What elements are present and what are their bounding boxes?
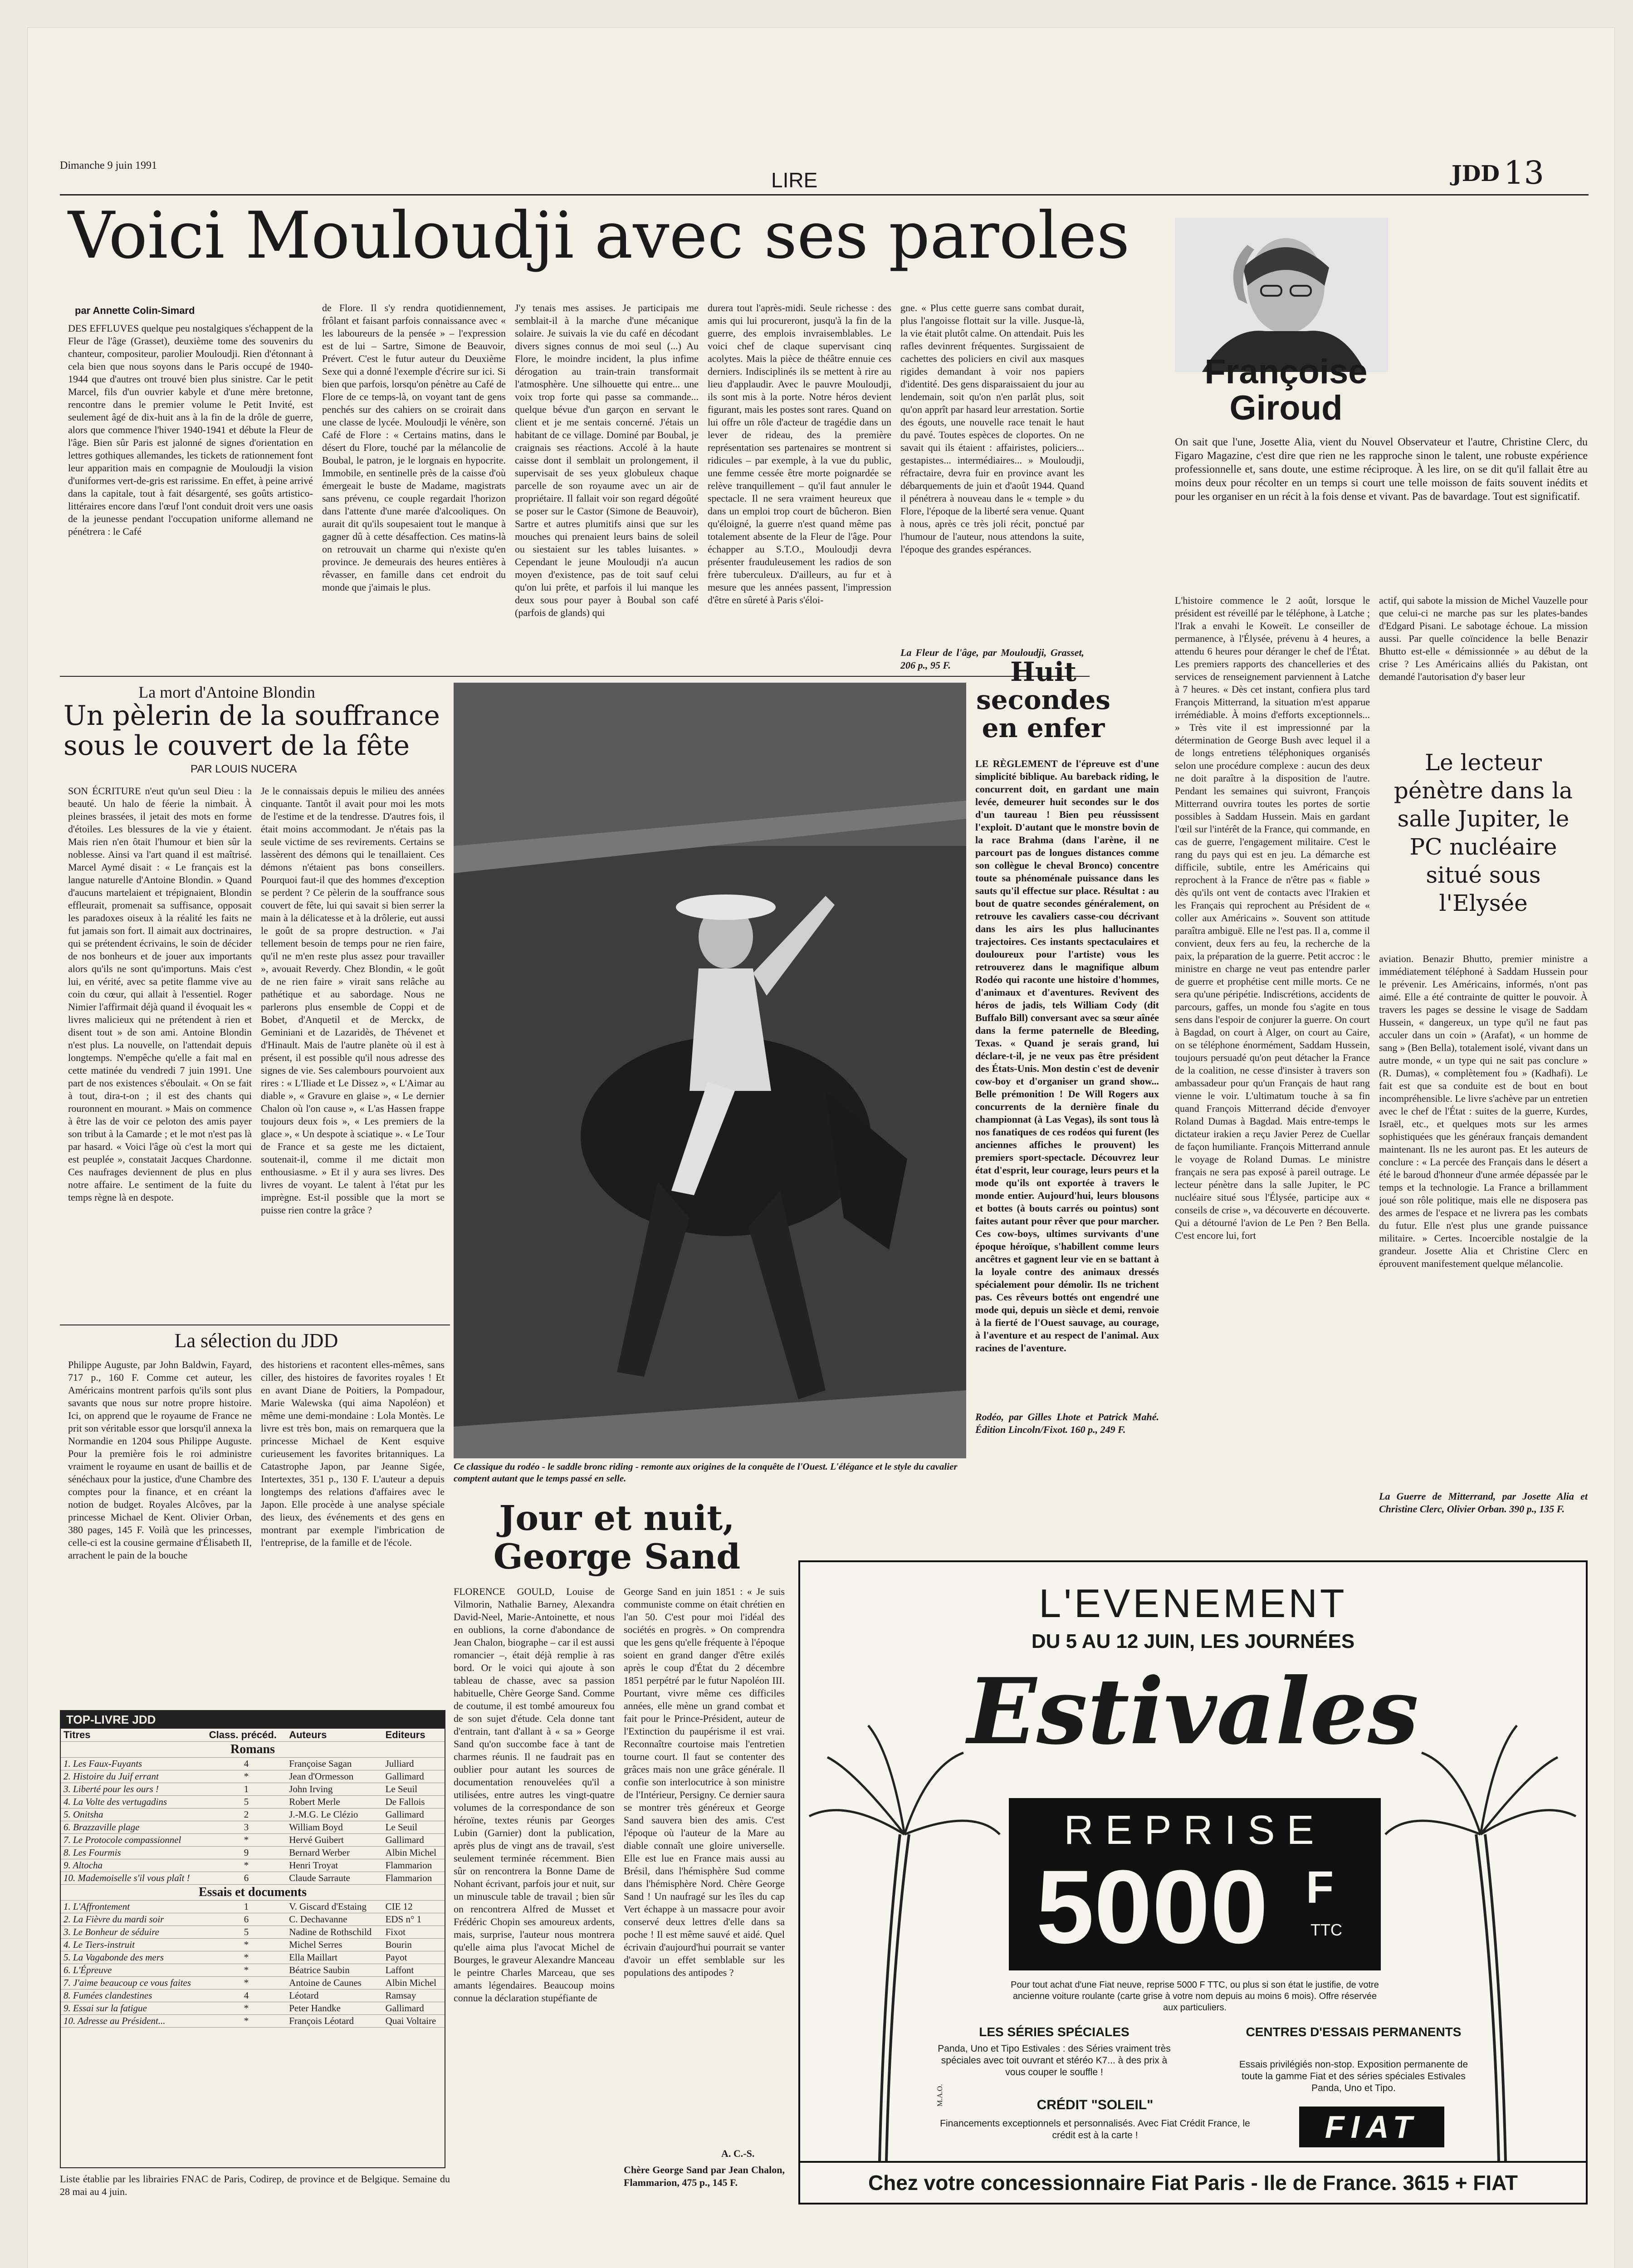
huit-headline-1: Huit bbox=[1010, 656, 1076, 687]
lead-column-2: de Flore. Il s'y rendra quotidiennement, frôlant et faisant parfois connaissance avec « les laboureurs de la pensée » – l'expression est de lui – Sartre, Simone de Beauvoir, Prévert. C'est le futur auteur du Deuxième Sexe qui a donné l'exemple d'écrire sur ici. Si bien que parfois, lorsqu'on pénètre au Café de Flore de ce temps-là, on voyant tant de gens penchés sur des cahiers on se croirait dans une classe de lycée. Mouloudji le vénère, son Café de Flore : « Certains matins, dans le désert du Flore, touché par la mélancolie de Boubal, le patron, je le lorgnais en hypocrite. Immobile, en sentinelle près de la caisse d'où émergeait le buste de Madame, magistrats sans prévenu, ce couple regardait l'horizon dans l'attente d'une marée d'alcooliques. On aurait dit qu'ils soupesaient tout le manque à gagner dû à cette désaffection. Ces matins-là on retrouvait un charme qui n'existe qu'en province. Je demeurais des heures entières à rêvasser, en famille dans cet endroit du monde que j'aimais le plus. bbox=[322, 302, 506, 593]
table-cell: 8. Les Fourmis bbox=[61, 1847, 206, 1859]
table-cell: 6 bbox=[206, 1872, 286, 1885]
ad-credit-title: CRÉDIT "SOLEIL" bbox=[1037, 2097, 1154, 2112]
sand-headline-2: George Sand bbox=[493, 1536, 741, 1577]
table-cell: Ella Maillart bbox=[286, 1951, 382, 1964]
giroud-name-2: Giroud bbox=[1229, 389, 1343, 427]
table-cell: V. Giscard d'Estaing bbox=[286, 1901, 382, 1913]
selection-column-2: des historiens et racontent elles-mêmes, sans ciller, des histoires de favorites royales ! Et en avant Diane de Poitiers, la Pompadour, Marie Walewska (qui aima Napoléon) et même une demi-mondaine : Lola Montès. Le livre est très bon, mais on remarquera que la princesse Michael de Kent esquive curieusement les favorites britanniques. La Catastrophe Japon, par Jeanne Sigée, Intertextes, 351 p., 130 F. L'auteur a depuis longtemps des relations d'affaires avec le Japon. Elle procède à une analyse spéciale des lieux, des événements et des gens en montrant par exemple l'imbrication de l'entreprise, de la famille et de l'école. bbox=[261, 1359, 445, 1548]
selection-heading: La sélection du JDD bbox=[174, 1330, 338, 1352]
ad-centres-title: CENTRES D'ESSAIS PERMANENTS bbox=[1246, 2025, 1462, 2039]
table-cell: 5 bbox=[206, 1926, 286, 1939]
blondin-kicker: La mort d'Antoine Blondin bbox=[138, 683, 315, 701]
top-livre-section-label: Romans bbox=[61, 1742, 445, 1758]
giroud-column-2a: actif, qui sabote la mission de Michel Vauzelle pour que celui-ci ne marche pas sur les plates-bandes d'Edgard Pisani. Le sabotage échoue. La mission aussi. Par quelle coïncidence la belle Benazir Bhutto est-elle « démissionnée » au début de la crise ? Les Américains alliés du Pakistan, ont demandé l'autorisation d'y baser leur bbox=[1379, 595, 1588, 682]
table-cell: Gallimard bbox=[383, 2002, 445, 2015]
table-cell: Bourin bbox=[383, 1939, 445, 1951]
table-cell: Le Seuil bbox=[383, 1783, 445, 1796]
table-row bbox=[61, 1964, 445, 1977]
ad-offer: Pour tout achat d'une Fiat neuve, reprise 5000 F TTC, ou plus si son état le justifie, de votre ancienne voiture roulante (carte grise à votre nom depuis au moins 6 mois). Offre réservée aux particuliers. bbox=[1011, 1980, 1379, 2013]
table-cell: Flammarion bbox=[383, 1859, 445, 1872]
table-row bbox=[61, 1796, 445, 1809]
lead-bottom-rule bbox=[60, 676, 1090, 677]
table-cell: * bbox=[206, 2002, 286, 2015]
table-row bbox=[61, 1783, 445, 1796]
table-row bbox=[61, 1770, 445, 1783]
table-cell: 5. Onitsha bbox=[61, 1809, 206, 1821]
table-cell: 9. Altocha bbox=[61, 1859, 206, 1872]
giroud-book-credit: La Guerre de Mitterrand, par Josette Alia et Christine Clerc, Olivier Orban. 390 p., 135 F. bbox=[1379, 1491, 1588, 1515]
table-cell: Bernard Werber bbox=[286, 1847, 382, 1859]
top-livre-section-row bbox=[61, 1885, 445, 1901]
ad-currency: F bbox=[1306, 1862, 1334, 1913]
ad-series-title: LES SÉRIES SPÉCIALES bbox=[979, 2025, 1129, 2039]
top-livre-header-row bbox=[61, 1729, 445, 1742]
blondin-column-2: Je le connaissais depuis le milieu des années cinquante. Tantôt il avait pour moi les mots de l'estime et de la tendresse. D'autres fois, il était moins accommodant. Je n'étais pas la seule victime de ses revirements. Certains se lassèrent des démons qui le tenaillaient. Ces démons n'étaient pas bons conseillers. Pourquoi faut-il que des hommes d'exception se perdent ? Ce pèlerin de la souffrance sous couvert de fête, lui qui savait si bien serrer la main à la délicatesse et à la drôlerie, eut aussi le goût de sa propre destruction. « J'ai tellement besoin de temps pour ne rien faire, qu'il ne m'en reste plus assez pour travailler », avouait Reverdy. Chez Blondin, « le goût de ne rien faire » virait sans relâche au pathétique et au sabordage. Nous ne parlerons plus ensemble de Coppi et de Bobet, d'Anquetil et de Merckx, de Geminiani et de Lazaridès, de Thévenet et d'Hinault. Mais de l'autre planète où il est à présent, il est possible qu'il nous adresse des signes de vie. Ses calembours pourvoient aux rires : « L'Iliade et Le Dissez », « L'Aimar au diable », « Gravure en glaise », « Le dernier Chalon où l'on cause », « L'as Hassen frappe toujours deux fois », « Les premiers de la glace », « Un despote à sciatique ». « Le Tour de France et sa geste me les dictaient, soutenait-il, comme il me dictait mon enthousiasme. » Et il y aura ses livres. Des livres de voyant. Le talent à l'état pur les imprègne. Est-il possible que la mort se puisse rien contre la grâce ? bbox=[261, 785, 445, 1216]
selection-column-1: Philippe Auguste, par John Baldwin, Fayard, 717 p., 160 F. Comme cet auteur, les Américains montrent parfois qu'ils sont plus savants que nous sur notre propre histoire. Ici, on apprend que le royaume de France ne prit son véritable essor que lorsqu'il annexa la Normandie en 1204 sous Philippe Auguste. Pour la première fois le roi administre vraiment le royaume en usant de baillis et de sénéchaux pour la justice, d'une Chambre des comptes pour la finance, et en créant la notion de budget. Royales Alcôves, par la princesse Michael de Kent. Olivier Orban, 380 pages, 145 F. Voilà que les princesses, celle-ci est la cousine germaine d'Élisabeth II, arrachent le pain de la bouche bbox=[68, 1359, 252, 1561]
giroud-column-2b: aviation. Benazir Bhutto, premier ministre a immédiatement téléphoné à Saddam Hussein pour le prévenir. Les Américains, informés, n'ont pas aimé. Elle a été contrainte de quitter le pouvoir. À travers les pages se dessine le visage de Saddam Hussein, « dangereux, un type qu'il ne faut pas acculer dans un coin » (Arafat), « un homme de sang » (Ben Bella), totalement isolé, vivant dans un autre monde, « un type qui ne sait pas conclure » (R. Dumas), « complètement fou » (Kadhafi). Le fait est que sa conduite est de bout en bout incompréhensible. Le livre s'achève par un entretien avec le chef de l'État : suites de la guerre, Kurdes, Israël, etc., et quelques mots sur les armes sophistiquées que les généraux français demandent maintenant. Ils ne les auront pas. Et les auteurs de conclure : « La percée des Français dans le désert a été le baroud d'honneur d'une armée dépassée par le temps et la technologie. La France a brillamment joué son rôle politique, mais elle ne disposera pas des armes de l'espace et ne livrera pas les combats du futur. Elle n'est plus une grande puissance militaire. » Certes. Incoercible nostalgie de la grandeur. Josette Alia et Christine Clerc en éprouvent manifestement quelque mélancolie. bbox=[1379, 953, 1588, 1269]
table-cell: 2. La Fièvre du mardi soir bbox=[61, 1913, 206, 1926]
top-livre-footnote: Liste établie par les librairies FNAC de Paris, Codirep, de province et de Belgique. Semaine du 28 mai au 4 juin. bbox=[60, 2173, 450, 2197]
table-row bbox=[61, 2015, 445, 2028]
top-livre-header-cell: Editeurs bbox=[383, 1729, 445, 1742]
issue-date: Dimanche 9 juin 1991 bbox=[60, 160, 157, 171]
ad-credit-text: Financements exceptionnels et personnalisés. Avec Fiat Crédit France, le crédit est à la carte ! bbox=[940, 2118, 1250, 2141]
table-cell: 1. Les Faux-Fuyants bbox=[61, 1758, 206, 1770]
table-cell: Françoise Sagan bbox=[286, 1758, 382, 1770]
huit-headline-2: secondes bbox=[976, 684, 1110, 715]
table-cell: 9. Essai sur la fatigue bbox=[61, 2002, 206, 2015]
table-cell: * bbox=[206, 1859, 286, 1872]
top-livre-header-cell: Titres bbox=[61, 1729, 206, 1742]
table-cell: William Boyd bbox=[286, 1821, 382, 1834]
table-cell: 6. L'Épreuve bbox=[61, 1964, 206, 1977]
table-row bbox=[61, 1901, 445, 1913]
table-cell: Claude Sarraute bbox=[286, 1872, 382, 1885]
table-row bbox=[61, 1939, 445, 1951]
table-cell: 4. La Volte des vertugadins bbox=[61, 1796, 206, 1809]
rodeo-illustration bbox=[454, 683, 966, 1458]
portrait-illustration bbox=[1175, 218, 1388, 372]
table-cell: John Irving bbox=[286, 1783, 382, 1796]
table-cell: * bbox=[206, 2015, 286, 2028]
ad-series-text: Panda, Uno et Tipo Estivales : des Séries vraiment très spéciales avec toit ouvrant et stéréo K7... à des prix à vous couper le souffle ! bbox=[938, 2043, 1171, 2077]
table-cell: 1 bbox=[206, 1901, 286, 1913]
fiat-logo: FIAT bbox=[1299, 2107, 1444, 2147]
table-cell: Ramsay bbox=[383, 1989, 445, 2002]
table-cell: 10. Mademoiselle s'il vous plaît ! bbox=[61, 1872, 206, 1885]
table-cell: Gallimard bbox=[383, 1809, 445, 1821]
huit-book-credit: Rodéo, par Gilles Lhote et Patrick Mahé. Édition Lincoln/Fixot. 160 p., 249 F. bbox=[975, 1411, 1159, 1435]
ad-reprise: REPRISE bbox=[1064, 1808, 1326, 1853]
lead-column-5: gne. « Plus cette guerre sans combat durait, plus l'angoisse flottait sur la ville. Jusque-là, la vie était plutôt calme. On attendait. Puis les rafles devinrent fréquentes. Surgissaient de cachettes des policiers en civil aux masques rigides demandant à voir nos papiers d'identité. Des gens disparaissaient du jour au lendemain, soit qu'on n'en parlât plus, soit qu'on apprît par hasard leur arrestation. Sortie des égouts, une nouvelle race tenait le haut du pavé. Toutes espèces de cloportes. On ne savait qui ils étaient : affairistes, policiers... gestapistes... intermédiaires... » Mouloudji, réfractaire, devra fuir en province avant les débarquements de juin et d'août 1944. Quand il pénétrera à nouveau dans le « temple » du Flore, l'époque de la liberté sera venue. Quant à nous, après ce très joli récit, ponctué par l'humour de l'auteur, nous attendons la suite, l'époque des grandes espérances. bbox=[900, 302, 1084, 555]
top-livre-header-cell: Auteurs bbox=[286, 1729, 382, 1742]
top-livre-section-row bbox=[61, 1742, 445, 1758]
giroud-column-1: L'histoire commence le 2 août, lorsque le président est réveillé par le téléphone, à Latche ; l'Irak a envahi le Koweït. Le conseiller de permanence, à l'Élysée, prévenu à 4 heures, a attendu 6 heures pour déranger le chef de l'État. Les premiers rapports des chancelleries et des services de renseignement parviennent à Latche à 7 heures. « Dès cet instant, confiera plus tard François Mitterrand, la situation m'est apparue irrémédiable. À moins d'efforts exceptionnels... » Très vite il est impressionné par la détermination de George Bush avec lequel il a de longs entretiens téléphoniques organisés selon une procédure complexe : aucun des deux ne doit paraître à la disposition de l'autre. Pendant les semaines qui suivront, François Mitterrand ouvrira toutes les portes de sortie possibles à Saddam Hussein. Mais en gardant l'œil sur l'intérêt de la France, qui commande, en cas de guerre, l'engagement militaire. C'est le rang du pays qui est en jeu. La démarche est difficile, subtile, entre les Américains qui reprochent à la France de n'être pas « fiable » dès qu'ils ont vent de contacts avec l'Irakien et les Français qui reprochent au Président de « coller aux Américains ». Souvent son attitude paraîtra ambiguë. Elle ne l'est pas. Il a, comme il convient, deux fers au feu, la recherche de la paix, la préparation de la guerre. Petit accroc : le ministre en charge ne veut pas entendre parler de guerre et prophétise cent mille morts. Ce ne sera qu'une péripétie. Indiscrétions, accidents de parcours, gaffes, un monde fou s'agite en tous sens dans l'espoir de conjurer la guerre. On court à Bagdad, on court à Alger, on court au Caire, on se téléphone énormément, Saddam Hussein, toujours persuadé qu'on peut détacher la France de la coalition, ne cesse d'insister à travers son ambassadeur pour qu'un Français de haut rang vienne le voir. L'ultimatum touche à sa fin quand François Mitterrand décide d'envoyer Roland Dumas à Bagdad. Mais entre-temps le dictateur irakien a reçu Javier Perez de Cuellar de façon humiliante. François Mitterrand annule le voyage de Roland Dumas. Le ministre français ne sera pas exposé à pareil outrage. Le lecteur pénètre dans la salle Jupiter, le PC nucléaire situé sous l'Élysée, participe aux « conseils de crise », va découverte en découverte. Qui a détourné l'avion de Le Pen ? Ben Bella. C'est encore lui, fort bbox=[1175, 595, 1370, 1241]
blondin-headline-1: Un pèlerin de la souffrance bbox=[64, 700, 440, 732]
lead-byline: par Annette Colin-Simard bbox=[75, 305, 195, 316]
table-cell: 6. Brazzaville plage bbox=[61, 1821, 206, 1834]
giroud-name-1: Françoise bbox=[1204, 352, 1368, 391]
top-livre-section-label: Essais et documents bbox=[61, 1885, 445, 1901]
giroud-portrait bbox=[1175, 218, 1388, 372]
table-cell: 2 bbox=[206, 1809, 286, 1821]
blondin-column-1: SON ÉCRITURE n'eut qu'un seul Dieu : la beauté. Un halo de féerie la nimbait. À pleines brassées, il jetait des mots en forme d'étoiles. Les blessures de la vie y étaient. Mais rien n'en ôtait l'humour et bien sûr la noblesse. Ainsi va l'art quand il est maîtrisé. Marcel Aymé disait : « Le français est la langue naturelle d'Antoine Blondin. » Quand d'aucuns martelaient et trépignaient, Blondin effleurait, promenait sa suffisance, opposait les paradoxes oiseux à la réalité les faits ne fut jamais son fort. Il aimait aux doctrinaires, qui se prétendent écrivains, le soin de décider de nos bonheurs et de jouer aux importants alors qu'ils ne sont qu'importuns. Mais c'est lui, en vérité, avec sa petite flamme vive au coin du cœur, qui allait à l'essentiel. Roger Nimier l'affirmait déjà quand il évoquait les « livres malicieux qui ne prétendent à rien et disent tout » de son ami. Antoine Blondin n'est plus. La nouvelle, on l'attendait depuis longtemps. N'empêche qu'elle a fait mal en cette matinée du vendredi 7 juin 1991. Une part de nos existences s'éboulait. « On se fait à tout, dira-t-on ; il est des chants qui rouronnent en mourant. » Mais on commence à être las de voir ce peloton des amis payer son tribut à la Camarde ; et le mot n'est pas là par hasard. « Voici l'âge où c'est la mort qui est peuplée », constatait Jacques Chardonne. Ces naufrages deviennent de plus en plus notre affaire. Le sentiment de la fuite du temps règne là en despote. bbox=[68, 785, 252, 1203]
table-row bbox=[61, 1977, 445, 1989]
top-livre-header-cell: Class. précéd. bbox=[206, 1729, 286, 1742]
sand-book-credit: Chère George Sand par Jean Chalon, Flammarion, 475 p., 145 F. bbox=[624, 2164, 785, 2188]
table-cell: * bbox=[206, 1951, 286, 1964]
giroud-pullquote: Le lecteur pénètre dans la salle Jupiter, le PC nucléaire situé sous l'Elysée bbox=[1393, 749, 1573, 916]
ad-title: L'EVENEMENT bbox=[1039, 1581, 1347, 1626]
table-row bbox=[61, 1989, 445, 2002]
table-row bbox=[61, 1951, 445, 1964]
blondin-headline-2: sous le couvert de la fête bbox=[64, 730, 410, 762]
table-cell: Julliard bbox=[383, 1758, 445, 1770]
table-cell: CIE 12 bbox=[383, 1901, 445, 1913]
table-row bbox=[61, 1926, 445, 1939]
table-cell: Gallimard bbox=[383, 1834, 445, 1847]
table-cell: 6 bbox=[206, 1913, 286, 1926]
table-row bbox=[61, 1758, 445, 1770]
table-cell: Fixot bbox=[383, 1926, 445, 1939]
table-row bbox=[61, 2002, 445, 2015]
table-cell: 3. Liberté pour les ours ! bbox=[61, 1783, 206, 1796]
lead-column-4: durera tout l'après-midi. Seule richesse : des amis qui lui procureront, jusqu'à la fin de la guerre, des emplois invraisemblables. Le voici chef de claque supervisant cinq acolytes. Mais la pièce de théâtre ennuie ces derniers. Indisciplinés ils se mettent à rire au lieu d'applaudir. Avec le pauvre Mouloudji, ils sont mis à la porte. Notre héros devient figurant, mais les postes sont rares. Quand on lui offre un rôle d'acteur de tragédie dans un lever de rideau, des la première représentation ses partenaires se montrent si ridicules – par exemple, à la vue du public, une femme cessée être morte poignardée se relève tranquillement – qu'il faut annuler le spectacle. Il ne sera vraiment heureux que dans un emploi trop court de bûcheron. Bien qu'éloigné, la guerre n'est quand même pas totalement absente de la Fleur de l'âge. Pour échapper au S.T.O., Mouloudji devra présenter frauduleusement les radios de son frère tuberculeux. D'ailleurs, au fur et à mesure que les années passent, l'impression d'être en sûreté à Paris s'éloi- bbox=[708, 302, 891, 606]
ad-agency: M.A.O. bbox=[936, 2084, 944, 2107]
section-label: LIRE bbox=[771, 168, 818, 192]
ad-amount: 5000 bbox=[1036, 1848, 1268, 1965]
table-cell: 3. Le Bonheur de séduire bbox=[61, 1926, 206, 1939]
table-cell: 5 bbox=[206, 1796, 286, 1809]
table-cell: 1 bbox=[206, 1783, 286, 1796]
table-cell: Gallimard bbox=[383, 1770, 445, 1783]
table-row bbox=[61, 1872, 445, 1885]
top-livre-title: TOP-LIVRE JDD bbox=[61, 1711, 445, 1729]
table-cell: 7. Le Protocole compassionnel bbox=[61, 1834, 206, 1847]
table-row bbox=[61, 1821, 445, 1834]
table-cell: 4. Le Tiers-instruit bbox=[61, 1939, 206, 1951]
table-cell: J.-M.G. Le Clézio bbox=[286, 1809, 382, 1821]
table-cell: François Léotard bbox=[286, 2015, 382, 2028]
table-row bbox=[61, 1847, 445, 1859]
huit-headline-3: en enfer bbox=[982, 713, 1105, 743]
ad-footer: Chez votre concessionnaire Fiat Paris - Ile de France. 3615 + FIAT bbox=[800, 2161, 1586, 2203]
table-cell: 1. L'Affrontement bbox=[61, 1901, 206, 1913]
table-cell: * bbox=[206, 1834, 286, 1847]
sand-column-1: FLORENCE GOULD, Louise de Vilmorin, Nathalie Barney, Alexandra David-Neel, Marie-Antoinette, et nous en oublions, la corne d'abondance de Jean Chalon, biographe – car il est aussi romancier –, était déjà remplie à ras bord. Or le voici qui ajoute à son tableau de chasse, avec sa passion habituelle, Chère George Sand. Comme de coutume, il est tombé amoureux fou de son sujet d'étude. Cela donne tant d'entrain, tant d'allant à « sa » George Sand qu'on succombe face à tant de charmes réunis. Il ne faudrait pas en oublier pour autant les sources de documentation renouvelées qu'il a utilisées, entre autres les vingt-quatre volumes de la correspondance de son héroïne, textes réunis par Georges Lubin (Garnier) dont la publication, après plus de vingt ans de travail, s'est seulement terminée récemment. Bien sûr on rencontrera la Bonne Dame de Nohant écrivant, parfois jour et nuit, sur un minuscule table de travail ; bien sûr on rencontrera Alfred de Musset et Frédéric Chopin ses amoureux ardents, mais, surprise, l'auteur nous montrera qu'elle aima plus l'avocat Michel de Bourges, le graveur Alexandre Manceau le peintre Charles Marceau, que ses amants légendaires. Beaucoup moins connue la déclaration stupéfiante de bbox=[454, 1586, 615, 2004]
table-cell: Laffont bbox=[383, 1964, 445, 1977]
table-cell: 2. Histoire du Juif errant bbox=[61, 1770, 206, 1783]
lead-headline: Voici Mouloudji avec ses paroles bbox=[68, 198, 1130, 273]
table-cell: 10. Adresse au Président... bbox=[61, 2015, 206, 2028]
table-cell: De Fallois bbox=[383, 1796, 445, 1809]
lead-column-1: DES EFFLUVES quelque peu nostalgiques s'échappent de la Fleur de l'âge (Grasset), deuxième tome des souvenirs du chanteur, compositeur, parolier Mouloudji. Rien d'étonnant à cela bien que nous soyons dans le Paris occupé de 1940-1944 que d'autres ont trouvé bien plus sinistre. Car le petit Marcel, fils d'un ouvrier kabyle et d'une mère bretonne, rencontre dans le premier volume le Petit Invité, est seulement âgé de dix-huit ans à la fin de la drôle de guerre, alors que commence l'hiver 1940-1941 et débute la Fleur de l'âge. Bien sûr Paris est jalonné de signes d'orientation en lettres gothiques allemandes, les tickets de rationnement font leur apparition mais en compagnie de Mouloudji la vision d'uniformes vert-de-gris est rarissime. En effet, à peine arrivé dans la capitale, tout à fait désargenté, ses goûts artistico-littéraires encore dans l'œuf l'ont conduit droit vers une oasis de la jeunesse pendant l'occupation uniforme allemand ne pénétrera : le Café bbox=[68, 323, 313, 537]
lead-column-3: J'y tenais mes assises. Je participais me semblait-il à la marche d'une mécanique solaire. Je suivais la vie du café en décodant divers signes connus de moi seul (...) Au Flore, le moindre incident, la plus infime dérogation au train-train transformait l'atmosphère. Une silhouette qui entre... une voix trop forte qui passe sa commande... quelque bévue d'un garçon en servant le client et je me sentais concerné. J'étais un habitant de ce village. Dominé par Boubal, je craignais ses réactions. Accolé à la haute caisse dont il semblait un prolongement, il supervisait de ses yeux globuleux chaque parcelle de son royaume avec un air de propriétaire. Il fallait voir son regard dégoûté se poser sur le Castor (Simone de Beauvoir), Sartre et autres plumitifs ainsi que sur les mouches qui prenaient leurs bains de soleil ou siestaient sur les tables luisantes. » Cependant le jeune Mouloudji n'a aucun moyen d'existence, pas de toit sauf celui qu'on lui prête, et parfois il lui manque les deux sous pour payer à Boubal son café (parfois de glands) qui bbox=[515, 302, 699, 618]
table-cell: Robert Merle bbox=[286, 1796, 382, 1809]
table-cell: Jean d'Ormesson bbox=[286, 1770, 382, 1783]
table-cell: Nadine de Rothschild bbox=[286, 1926, 382, 1939]
ad-brand: Estivales bbox=[967, 1658, 1419, 1765]
table-cell: Léotard bbox=[286, 1989, 382, 2002]
ad-centres-text: Essais privilégiés non-stop. Exposition permanente de toute la gamme Fiat et des séries spéciales Estivales Panda, Uno et Tipo. bbox=[1239, 2059, 1468, 2093]
paper-logo: JDD bbox=[1452, 161, 1500, 186]
table-cell: * bbox=[206, 1939, 286, 1951]
table-cell: Payot bbox=[383, 1951, 445, 1964]
table-cell: EDS n° 1 bbox=[383, 1913, 445, 1926]
huit-body: LE RÈGLEMENT de l'épreuve est d'une simplicité biblique. Au bareback riding, le concurrent doit, en gardant une main levée, demeurer huit secondes sur le dos d'un taureau ! Bien peu réussissent l'exploit. D'autant que le monstre bovin de la race Brahma (dans l'arène, il ne parcourt pas de longues distances comme son collègue le cheval Bronco) concentre toute sa phénoménale puissance dans les sauts qu'il effectue sur place. Résultat : au bout de quatre secondes généralement, on retrouve les cavaliers casse-cou décrivant dans les airs les plus hallucinantes trajectoires. Ces instants spectaculaires et douloureux pour l'artiste) vous les retrouverez dans le magnifique album Rodéo qui raconte une histoire d'hommes, d'animaux et d'aventures. Revivent des héros de jadis, tels William Cody (dit Buffalo Bill) conversant avec sa sœur aînée dans la ferme paternelle de Bleeding, Texas. « Quand je serais grand, lui déclare-t-il, je ne veux pas être président des États-Unis. Mon destin c'est de devenir cow-boy et d'organiser un grand show... Belle prémonition ! De Will Rogers aux concurrents de la dernière finale du championnat (à Las Vegas), ils sont tous là nos fanatiques de ces rodéos qui furent (les anciennes affiches le prouvent) les premiers sport-spectacle. Découvrez leur état d'esprit, leur courage, leurs peurs et la mode qu'ils ont exportée à travers le monde entier. Aujourd'hui, leurs blousons et bottes (à bouts carrés ou pointus) sont faites autant pour rêver que pour marcher. Ces cow-boys, ultimes survivants d'une époque héroïque, s'habillent comme leurs ancêtres et gagnent leur vie en se battant à la loyale contre des animaux dressés spécialement pour démolir. Ils ne trichent pas. Ces rêveurs bottés ont engendré une mode qui, depuis un siècle et demi, renvoie à la fierté de l'Ouest sauvage, au courage, à l'aventure et au respect de l'animal. Aux racines de l'aventure. bbox=[975, 758, 1159, 1354]
table-row bbox=[61, 1834, 445, 1847]
table-cell: * bbox=[206, 1770, 286, 1783]
table-cell: Henri Troyat bbox=[286, 1859, 382, 1872]
table-row bbox=[61, 1809, 445, 1821]
ad-dates: DU 5 AU 12 JUIN, LES JOURNÉES bbox=[1031, 1630, 1355, 1652]
table-cell: 7. J'aime beaucoup ce vous faites bbox=[61, 1977, 206, 1989]
lead-book-credit: La Fleur de l'âge, par Mouloudji, Grasset, 206 p., 95 F. bbox=[900, 647, 1084, 671]
blondin-byline: PAR LOUIS NUCERA bbox=[191, 763, 297, 775]
page-number: 13 bbox=[1504, 154, 1545, 191]
table-cell: Albin Michel bbox=[383, 1847, 445, 1859]
table-row bbox=[61, 1859, 445, 1872]
table-cell: Quai Voltaire bbox=[383, 2015, 445, 2028]
sand-headline-1: Jour et nuit, bbox=[499, 1498, 735, 1538]
rodeo-caption: Ce classique du rodéo - le saddle bronc riding - remonte aux origines de la conquête de l'Ouest. L'élégance et le style du cavalier comptent autant que le temps passé en selle. bbox=[454, 1461, 958, 1484]
table-cell: C. Dechavanne bbox=[286, 1913, 382, 1926]
table-cell: Hervé Guibert bbox=[286, 1834, 382, 1847]
table-cell: Antoine de Caunes bbox=[286, 1977, 382, 1989]
table-cell: Le Seuil bbox=[383, 1821, 445, 1834]
table-cell: Béatrice Saubin bbox=[286, 1964, 382, 1977]
ad-ttc: TTC bbox=[1310, 1921, 1342, 1939]
table-cell: * bbox=[206, 1977, 286, 1989]
masthead-rule bbox=[60, 194, 1589, 196]
table-cell: 9 bbox=[206, 1847, 286, 1859]
table-cell: 5. La Vagabonde des mers bbox=[61, 1951, 206, 1964]
table-cell: 3 bbox=[206, 1821, 286, 1834]
table-row bbox=[61, 1913, 445, 1926]
table-cell: Peter Handke bbox=[286, 2002, 382, 2015]
top-livre-box bbox=[60, 1710, 445, 2168]
table-cell: Flammarion bbox=[383, 1872, 445, 1885]
rodeo-photo bbox=[454, 683, 966, 1458]
sand-column-2: George Sand en juin 1851 : « Je suis communiste comme on était chrétien en l'an 50. C'est pour moi l'idéal des sociétés en progrès. » On comprendra que les gens qu'elle fréquente à l'époque soient en grand danger d'être exilés après le coup d'État du 2 décembre 1851 perpétré par le futur Napoléon III. Pourtant, vivre même ces difficiles années, elle mène un grand combat et fait pour le Prince-Président, auteur de l'Extinction du paupérisme il est vrai. Reconnaître courtoise mais l'entretien tourne court. Il faut se contenter des grâces mais non une grâce générale. Il confie son interlocutrice à son ministre de l'Intérieur, Persigny. Ce dernier saura se montrer très généreux et George Sand sauvera bien des amis. C'est l'époque où l'auteur de la Mare au diable connaît une gloire universelle. Elle est lue en France mais aussi au Brésil, dans l'hémisphère Sud comme dans l'hémisphère Nord. Chère George Sand ! Un naufragé sur les îles du cap Vert échappe à un massacre pour avoir conservé deux lettres d'elle dans sa poche ! Il est même sauvé et aidé. Quel écrivain d'aujourd'hui pourrait se vanter d'avoir un effet semblable sur les populations des antipodes ? bbox=[624, 1586, 785, 1978]
sand-signature: A. C.-S. bbox=[721, 2148, 755, 2159]
table-cell: * bbox=[206, 1964, 286, 1977]
table-cell: 4 bbox=[206, 1989, 286, 2002]
table-cell: Albin Michel bbox=[383, 1977, 445, 1989]
table-cell: 8. Fumées clandestines bbox=[61, 1989, 206, 2002]
ad-reprise-box bbox=[1009, 1798, 1381, 1970]
giroud-intro: On sait que l'une, Josette Alia, vient du Nouvel Observateur et l'autre, Christine Clerc, du Figaro Magazine, c'est dire que rien ne les rapproche sinon le talent, une robuste expérience professionnelle et, sans doute, une estime réciproque. À les lire, on se dit qu'il fallait être au moins deux pour récolter en un temps si court une telle moisson de faits souvent inédits et pour les organiser en un récit à la fois dense et vivant. Pas de bavardage. Tout est significatif. bbox=[1175, 436, 1588, 503]
top-livre-table bbox=[61, 1729, 445, 2028]
table-cell: Michel Serres bbox=[286, 1939, 382, 1951]
table-cell: 4 bbox=[206, 1758, 286, 1770]
fiat-ad bbox=[798, 1560, 1588, 2204]
